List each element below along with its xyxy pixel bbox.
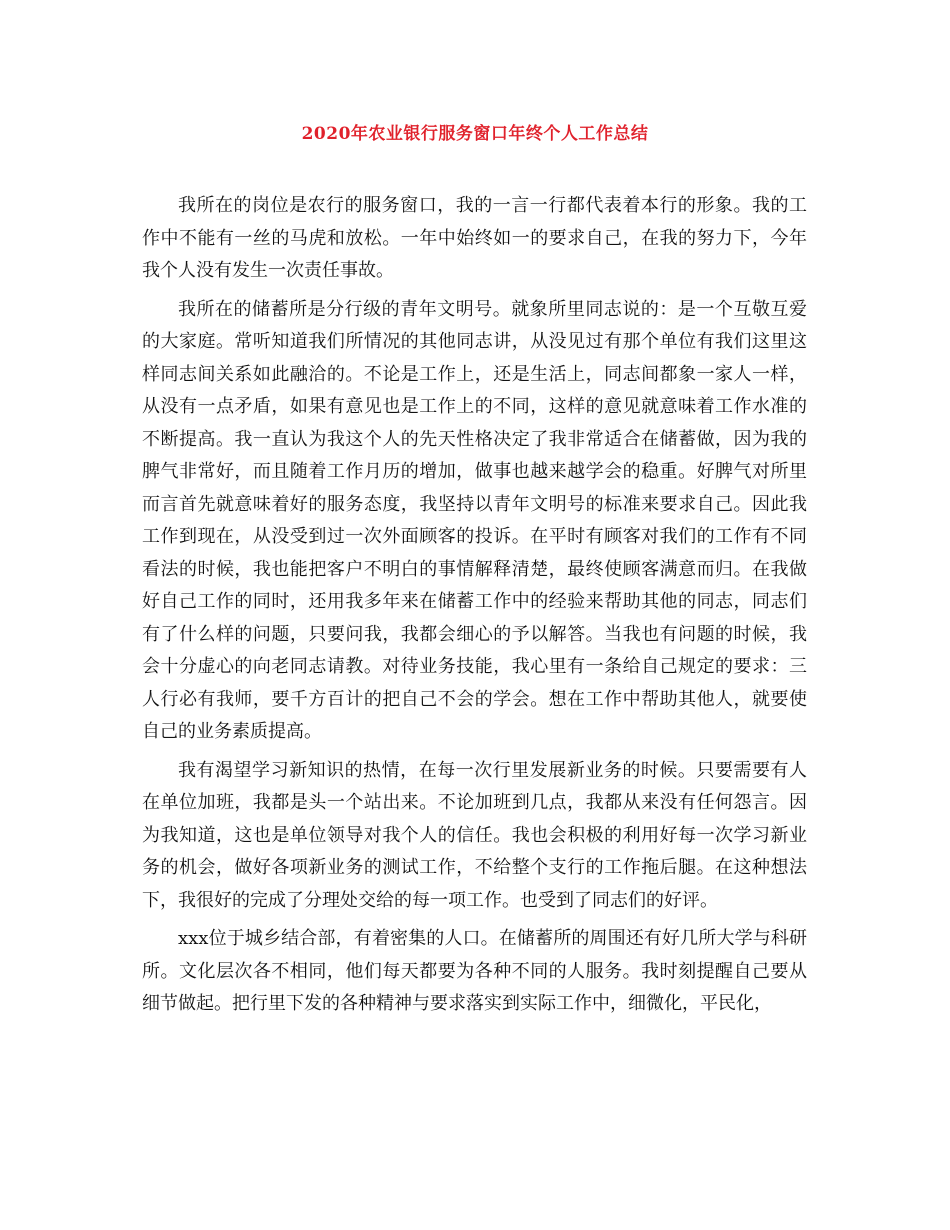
document-title: 2020年农业银行服务窗口年终个人工作总结	[301, 124, 649, 144]
paragraph-3: 我有渴望学习新知识的热情，在每一次行里发展新业务的时候。只要需要有人在单位加班，我都是头一个站出来。不论加班到几点，我都从来没有任何怨言。因为我知道，这也是单位领导对我个人的信任。我也会积极的利用好每一次学习新业务的机会，做好各项新业务的测试工作，不给整个支行的工作拖后腿。在这种想法下，我很好的完成了分理处交给的每一项工作。也受到了同志们的好评。	[142, 759, 807, 911]
document-body	[142, 190, 807, 1027]
paragraph-4: xxx位于城乡结合部，有着密集的人口。在储蓄所的周围还有好几所大学与科研所。文化层次各不相同，他们每天都要为各种不同的人服务。我时刻提醒自己要从细节做起。把行里下发的各种精神与要求落实到实际工作中，细微化，平民化，	[142, 928, 807, 1014]
paragraph-1: 我所在的岗位是农行的服务窗口，我的一言一行都代表着本行的形象。我的工作中不能有一丝的马虎和放松。一年中始终如一的要求自己，在我的努力下，今年我个人没有发生一次责任事故。	[142, 195, 807, 281]
paragraph-2: 我所在的储蓄所是分行级的青年文明号。就象所里同志说的：是一个互敬互爱的大家庭。常听知道我们所情况的其他同志讲，从没见过有那个单位有我们这里这样同志间关系如此融洽的。不论是工作上，还是生活上，同志间都象一家人一样，从没有一点矛盾，如果有意见也是工作上的不同，这样的意见就意味着工作水准的不断提高。我一直认为我这个人的先天性格决定了我非常适合在储蓄做，因为我的脾气非常好，而且随着工作月历的增加，做事也越来越学会的稳重。好脾气对所里而言首先就意味着好的服务态度，我坚持以青年文明号的标准来要求自己。因此我工作到现在，从没受到过一次外面顾客的投诉。在平时有顾客对我们的工作有不同看法的时候，我也能把客户不明白的事情解释清楚，最终使顾客满意而归。在我做好自己工作的同时，还用我多年来在储蓄工作中的经验来帮助其他的同志，同志们有了什么样的问题，只要问我，我都会细心的予以解答。当我也有问题的时候，我会十分虚心的向老同志请教。对待业务技能，我心里有一条给自己规定的要求：三人行必有我师，要千方百计的把自己不会的学会。想在工作中帮助其他人，就要使自己的业务素质提高。	[142, 298, 807, 742]
